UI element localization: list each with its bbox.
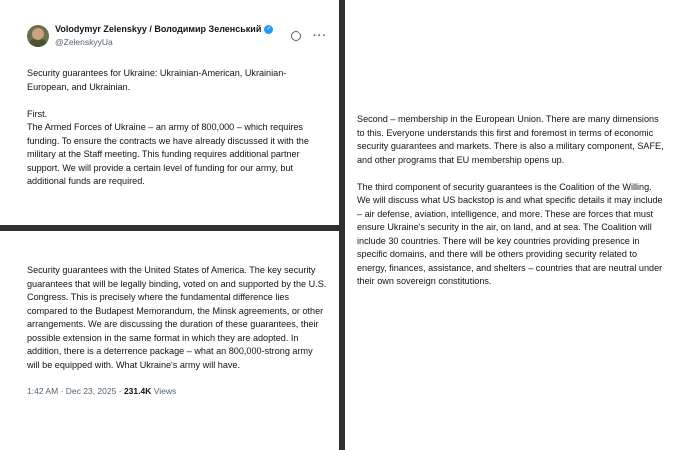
coalition-paragraph: The third component of security guarantees is the Coalition of the Willing. We will discuss what US backstop is and what specific details it may include – air defense, aviation, intelligence, and more. These are forces that must ensure Ukraine's security in the air, on land, and at sea. The Coalition will include 30 countries. There will be key countries providing presence in specific domains, and there will be others providing security related to energy, finances, assistance, and shelters – countries that are neutral under their own sovereign constitutions. bbox=[357, 181, 663, 286]
author-handle[interactable]: @ZelenskyyUa bbox=[55, 37, 113, 47]
us-guarantees-paragraph: Security guarantees with the United States of America. The key security guarantees that will be legally binding, voted on and supported by the U.S. Congress. This is precisely where the fundamental difference lies compared to the Budapest Memorandum, the Minsk agreements, or other arrangements. We are discussing the duration of these guarantees, their possible extension in the same format in which they are adopted. In addition, there is a deterrence package – what an 800,000-strong army will be equipped with. What Ukraine's army will have. bbox=[27, 265, 327, 370]
verified-badge-icon[interactable]: ✓ bbox=[266, 26, 272, 32]
meta-separator: · bbox=[60, 386, 64, 396]
author-name[interactable] bbox=[55, 23, 273, 36]
post-title-line: Security guarantees for Ukraine: Ukrainian-American, Ukrainian-European, and Ukrainian. bbox=[27, 68, 287, 92]
meta-separator-2: · bbox=[118, 386, 122, 396]
first-paragraph: The Armed Forces of Ukraine – an army of 800,000 – which requires funding. To ensure the contracts we have already discussed it with the military at the Staff meeting. This funding requires additional partner support. We will provide a certain level of funding for our army, but additional funds are required. bbox=[27, 122, 309, 186]
first-label: First. bbox=[27, 108, 48, 119]
post-panel-top-left bbox=[0, 0, 339, 225]
author-display-name[interactable]: Volodymyr Zelenskyy / Володимир Зеленський bbox=[55, 24, 262, 34]
post-date[interactable]: Dec 23, 2025 bbox=[65, 386, 117, 396]
eu-membership-paragraph: Second – membership in the European Union. There are many dimensions to this. Everyone understands this first and foremost in terms of economic security guarantees and markets. There is also a military component, SAFE, and other programs that EU membership opens up. bbox=[357, 114, 664, 165]
post-header bbox=[27, 18, 327, 54]
views-label: Views bbox=[153, 386, 177, 396]
post-time[interactable]: 1:42 AM bbox=[27, 386, 59, 396]
more-icon[interactable]: ··· bbox=[313, 30, 327, 42]
post-meta bbox=[27, 386, 327, 396]
grok-icon[interactable] bbox=[291, 31, 301, 41]
avatar[interactable] bbox=[27, 25, 49, 47]
header-actions bbox=[291, 30, 327, 42]
views-count: 231.4K bbox=[123, 386, 152, 396]
post-panel-right bbox=[345, 0, 680, 450]
author-info bbox=[55, 23, 273, 49]
post-panel-bottom-left bbox=[0, 231, 339, 450]
